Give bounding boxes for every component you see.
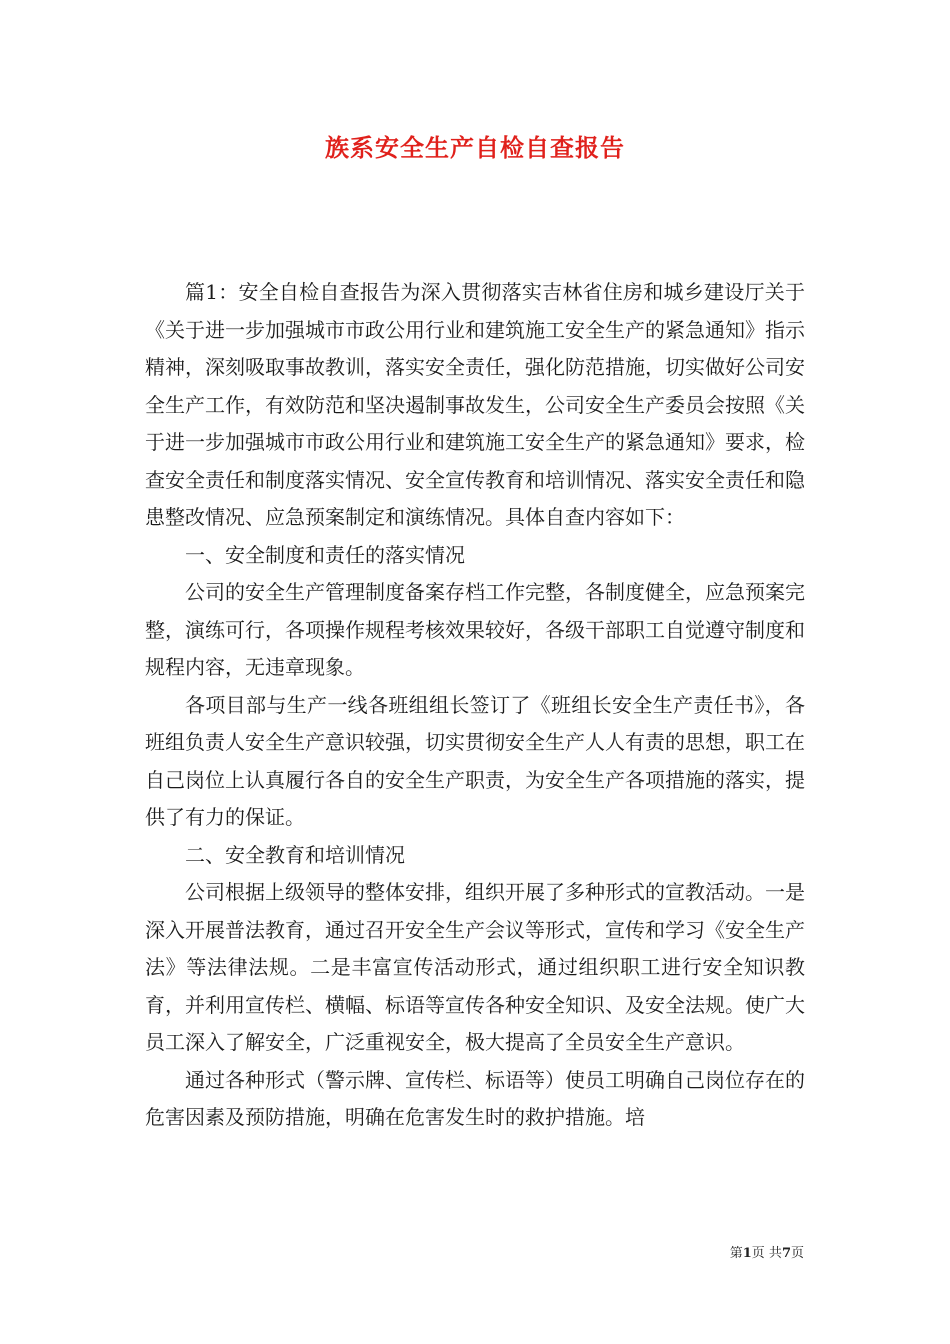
section-heading-2: 二、安全教育和培训情况	[185, 842, 405, 867]
total-page-number: 7	[781, 1246, 791, 1261]
paragraph-education: 公司根据上级领导的整体安排，组织开展了多种形式的宣教活动。一是深入开展普法教育，通过召开安全生产会议等形式，宣传和学习《安全生产法》等法律法规。二是丰富宣传活动形式，通过组织职工进行安全知识教育，并利用宣传栏、横幅、标语等宣传各种安全知识、及安全法规。使广大员工深入了解安全，广泛重视安全，极大提高了全员安全生产意识。	[145, 880, 805, 1054]
page-number-footer	[730, 1245, 804, 1263]
footer-suffix: 页	[790, 1246, 804, 1261]
current-page-number: 1	[742, 1246, 752, 1261]
paragraph-intro: 篇1：安全自检自查报告为深入贯彻落实吉林省住房和城乡建设厅关于《关于进一步加强城市市政公用行业和建筑施工安全生产的紧急通知》指示精神，深刻吸取事故教训，落实安全责任，强化防范措施，切实做好公司安全生产工作，有效防范和坚决遏制事故发生，公司安全生产委员会按照《关于进一步加强城市市政公用行业和建筑施工安全生产的紧急通知》要求，检查安全责任和制度落实情况、安全宣传教育和培训情况、落实安全责任和隐患整改情况、应急预案制定和演练情况。具体自查内容如下：	[145, 280, 805, 529]
document-body	[145, 274, 805, 1137]
footer-prefix: 第	[729, 1246, 743, 1261]
document-title: 族系安全生产自检自查报告	[325, 133, 625, 162]
footer-middle: 页 共	[751, 1246, 782, 1261]
paragraph-training: 通过各种形式（警示牌、宣传栏、标语等）使员工明确自己岗位存在的危害因素及预防措施，明确在危害发生时的救护措施。培	[145, 1067, 805, 1129]
paragraph-responsibility: 各项目部与生产一线各班组组长签订了《班组长安全生产责任书》，各班组负责人安全生产意识较强，切实贯彻安全生产人人有责的思想，职工在自己岗位上认真履行各自的安全生产职责，为安全生产各项措施的落实，提供了有力的保证。	[145, 692, 805, 829]
paragraph-system: 公司的安全生产管理制度备案存档工作完整，各制度健全，应急预案完整，演练可行，各项操作规程考核效果较好，各级干部职工自觉遵守制度和规程内容，无违章现象。	[145, 580, 805, 679]
section-heading-1: 一、安全制度和责任的落实情况	[185, 542, 465, 567]
